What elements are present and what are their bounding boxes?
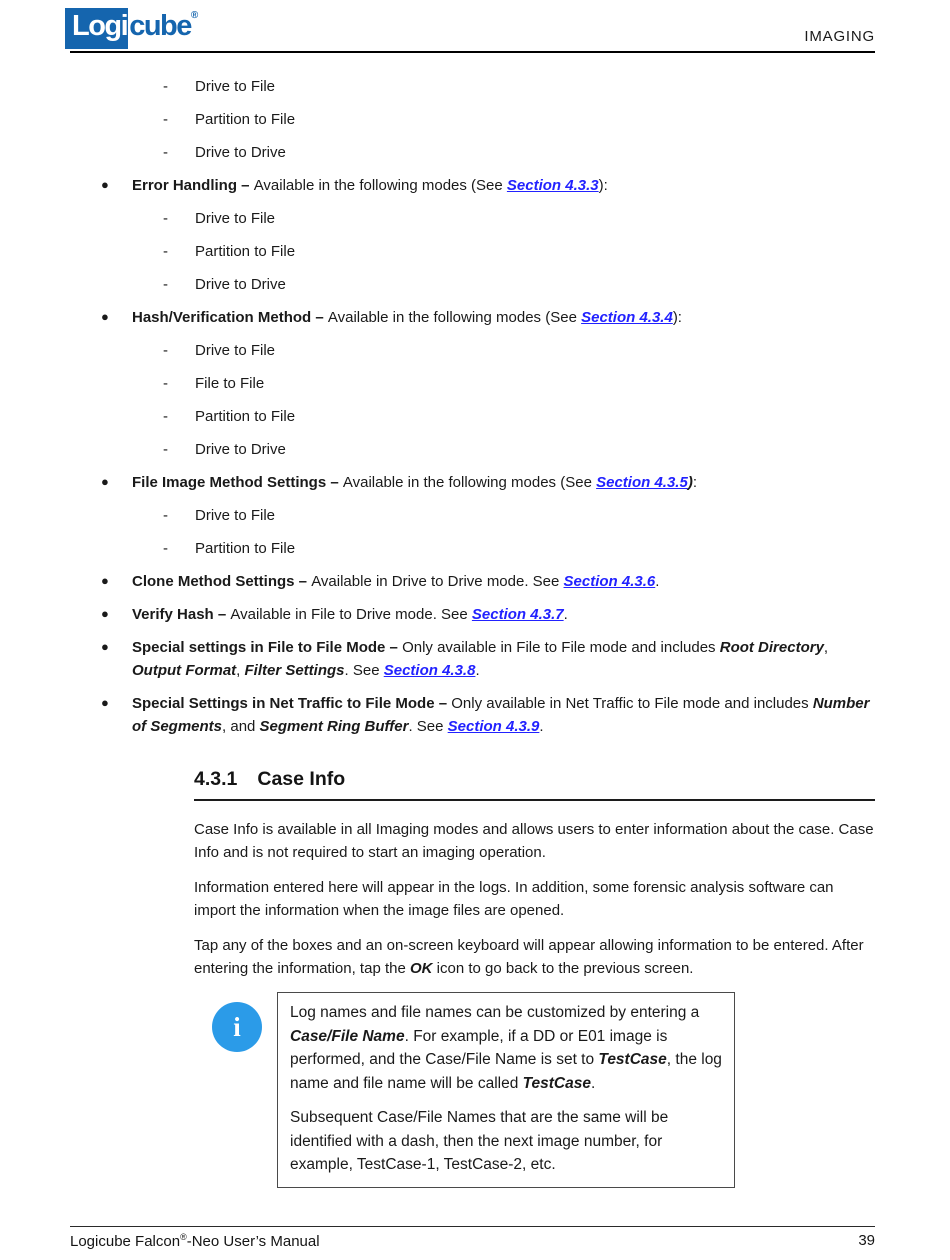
registered-mark-icon: ®	[190, 10, 199, 21]
section-link[interactable]: Section 4.3.8	[383, 662, 476, 679]
section-link[interactable]: Section 4.3.5	[596, 474, 688, 491]
list-item	[70, 570, 875, 593]
text-segment: .	[655, 573, 660, 590]
subitem-label: Partition to File	[195, 111, 296, 128]
list-subitem	[70, 108, 875, 131]
header-rule	[70, 51, 875, 53]
section-heading	[194, 768, 875, 791]
footer-title	[70, 1232, 320, 1250]
list-subitem	[70, 405, 875, 428]
section-link[interactable]: Section 4.3.7	[471, 606, 564, 623]
text-segment: Clone Method Settings –	[132, 573, 312, 590]
text-segment: Special settings in File to File Mode –	[132, 639, 403, 656]
note-paragraph	[290, 1106, 722, 1177]
text-segment: Root Directory	[719, 639, 824, 656]
section-4-3-1	[194, 768, 875, 1188]
list-subitem	[70, 537, 875, 560]
dash-marker-icon: -	[163, 342, 168, 359]
text-segment: Hash/Verification Method –	[132, 309, 328, 326]
text-segment: Filter Settings	[244, 662, 345, 679]
list-subitem	[70, 75, 875, 98]
logo-rest-text: cube	[129, 10, 191, 42]
list-subitem	[70, 240, 875, 263]
page-body	[0, 75, 950, 1188]
text-segment: )	[687, 474, 693, 491]
text-segment: Information entered here will appear in the logs. In addition, some forensic analysis software can import the information when the image files are opened.	[194, 879, 834, 919]
list-item	[70, 636, 875, 682]
registered-mark-icon: ®	[180, 1232, 187, 1242]
subitem-label: Drive to File	[195, 507, 276, 524]
subitem-label: Drive to Drive	[195, 144, 286, 161]
dash-marker-icon: -	[163, 111, 168, 128]
subitem-label: Drive to Drive	[195, 441, 286, 458]
list-subitem	[70, 372, 875, 395]
list-subitem	[70, 141, 875, 164]
section-heading-rule	[194, 799, 875, 801]
text-segment: . See	[344, 662, 384, 679]
section-title: Case Info	[257, 768, 346, 790]
text-segment: Subsequent Case/File Names that are the same will be identified with a dash, then the next image number, for example, TestCase-1, TestCase-2, etc.	[290, 1109, 669, 1173]
subitem-label: File to File	[195, 375, 265, 392]
text-segment: Output Format	[132, 662, 237, 679]
text-segment: Error Handling –	[132, 177, 254, 194]
text-segment: ):	[672, 309, 682, 326]
section-link[interactable]: Section 4.3.4	[581, 309, 673, 326]
text-segment: OK	[409, 960, 433, 977]
list-subitem	[70, 504, 875, 527]
text-segment: Only available in Net Traffic to File mode and includes	[451, 695, 813, 712]
text-segment: .	[475, 662, 480, 679]
text-segment: TestCase	[598, 1051, 667, 1068]
bullet-marker-icon: ●	[101, 606, 109, 621]
info-icon	[212, 1002, 262, 1052]
list-item	[70, 306, 875, 329]
text-segment: TestCase	[522, 1074, 591, 1092]
list-subitem	[70, 339, 875, 362]
list-item	[70, 603, 875, 626]
bullet-marker-icon: ●	[101, 695, 109, 710]
subitem-label: Partition to File	[195, 408, 296, 425]
page-number: 39	[858, 1232, 875, 1249]
text-segment: .	[591, 1074, 596, 1092]
text-segment: Available in the following modes (See	[342, 474, 597, 491]
text-segment: Available in Drive to Drive mode. See	[311, 573, 564, 590]
paragraph	[194, 934, 875, 980]
info-note	[194, 992, 875, 1188]
section-link[interactable]: Section 4.3.6	[563, 573, 656, 590]
text-segment: Available in the following modes (See	[253, 177, 507, 194]
subitem-label: Partition to File	[195, 243, 296, 260]
dash-marker-icon: -	[163, 408, 168, 425]
text-segment: Available in File to Drive mode. See	[230, 606, 472, 623]
list-subitem	[70, 438, 875, 461]
subitem-label: Drive to File	[195, 342, 276, 359]
bullet-marker-icon: ●	[101, 474, 109, 489]
dash-marker-icon: -	[163, 507, 168, 524]
text-segment: Case Info is available in all Imaging modes and allows users to enter information about the case. Case Info and is not required to start an imaging operation.	[194, 821, 874, 861]
note-paragraph	[290, 1001, 722, 1095]
paragraph	[194, 818, 875, 864]
dash-marker-icon: -	[163, 441, 168, 458]
page-footer	[70, 1226, 875, 1250]
footer-title-pre: Logicube Falcon	[70, 1233, 181, 1250]
info-note-box	[277, 992, 735, 1188]
section-number: 4.3.1	[194, 768, 238, 790]
subitem-label: Partition to File	[195, 540, 296, 557]
logo-box-text: Logi	[65, 8, 128, 49]
text-segment: ):	[598, 177, 608, 194]
bullet-marker-icon: ●	[101, 177, 109, 192]
list-item	[70, 692, 875, 738]
text-segment: .	[563, 606, 568, 623]
text-segment: .	[539, 718, 544, 735]
text-segment: Case/File Name	[290, 1027, 405, 1045]
text-segment: Available in the following modes (See	[327, 309, 582, 326]
text-segment: , and	[222, 718, 260, 735]
list-item	[70, 471, 875, 494]
text-segment: . For example, if a DD or E01 image is performed, and the Case/File Name is set to	[290, 1027, 668, 1068]
text-segment: Segment Ring Buffer	[259, 718, 409, 735]
text-segment: :	[692, 474, 697, 491]
section-paragraphs	[194, 818, 875, 980]
list-subitem	[70, 207, 875, 230]
subitem-label: Drive to Drive	[195, 276, 286, 293]
dash-marker-icon: -	[163, 276, 168, 293]
list-item	[70, 174, 875, 197]
info-icon-glyph: i	[233, 1011, 241, 1042]
subitem-label: Drive to File	[195, 78, 276, 95]
text-segment: File Image Method Settings –	[132, 474, 343, 491]
text-segment: Number of Segments	[132, 695, 870, 735]
dash-marker-icon: -	[163, 540, 168, 557]
text-segment: Special Settings in Net Traffic to File Mode –	[132, 695, 452, 712]
list-subitem	[70, 273, 875, 296]
text-segment: , the log name and file name will be called	[290, 1051, 722, 1092]
subitem-label: Drive to File	[195, 210, 276, 227]
dash-marker-icon: -	[163, 78, 168, 95]
header-section-label: IMAGING	[804, 28, 875, 45]
footer-title-post: -Neo User’s Manual	[186, 1233, 320, 1250]
text-segment: icon to go back to the previous screen.	[432, 960, 694, 977]
text-segment: Log names and file names can be customized by entering a	[290, 1004, 700, 1021]
bullet-list	[70, 75, 875, 738]
text-segment: ,	[823, 639, 829, 656]
dash-marker-icon: -	[163, 210, 168, 227]
dash-marker-icon: -	[163, 144, 168, 161]
bullet-marker-icon: ●	[101, 309, 109, 324]
paragraph	[194, 876, 875, 922]
section-link[interactable]: Section 4.3.3	[506, 177, 599, 194]
bullet-marker-icon: ●	[101, 639, 109, 654]
text-segment: . See	[408, 718, 448, 735]
text-segment: Only available in File to File mode and includes	[402, 639, 720, 656]
text-segment: Tap any of the boxes and an on-screen keyboard will appear allowing information to be entered. After entering the information, tap the	[194, 937, 864, 977]
dash-marker-icon: -	[163, 375, 168, 392]
page-header	[65, 8, 875, 49]
dash-marker-icon: -	[163, 243, 168, 260]
bullet-marker-icon: ●	[101, 573, 109, 588]
logicube-logo	[65, 8, 198, 49]
text-segment: Verify Hash –	[132, 606, 231, 623]
text-segment: ,	[236, 662, 245, 679]
section-link[interactable]: Section 4.3.9	[447, 718, 540, 735]
